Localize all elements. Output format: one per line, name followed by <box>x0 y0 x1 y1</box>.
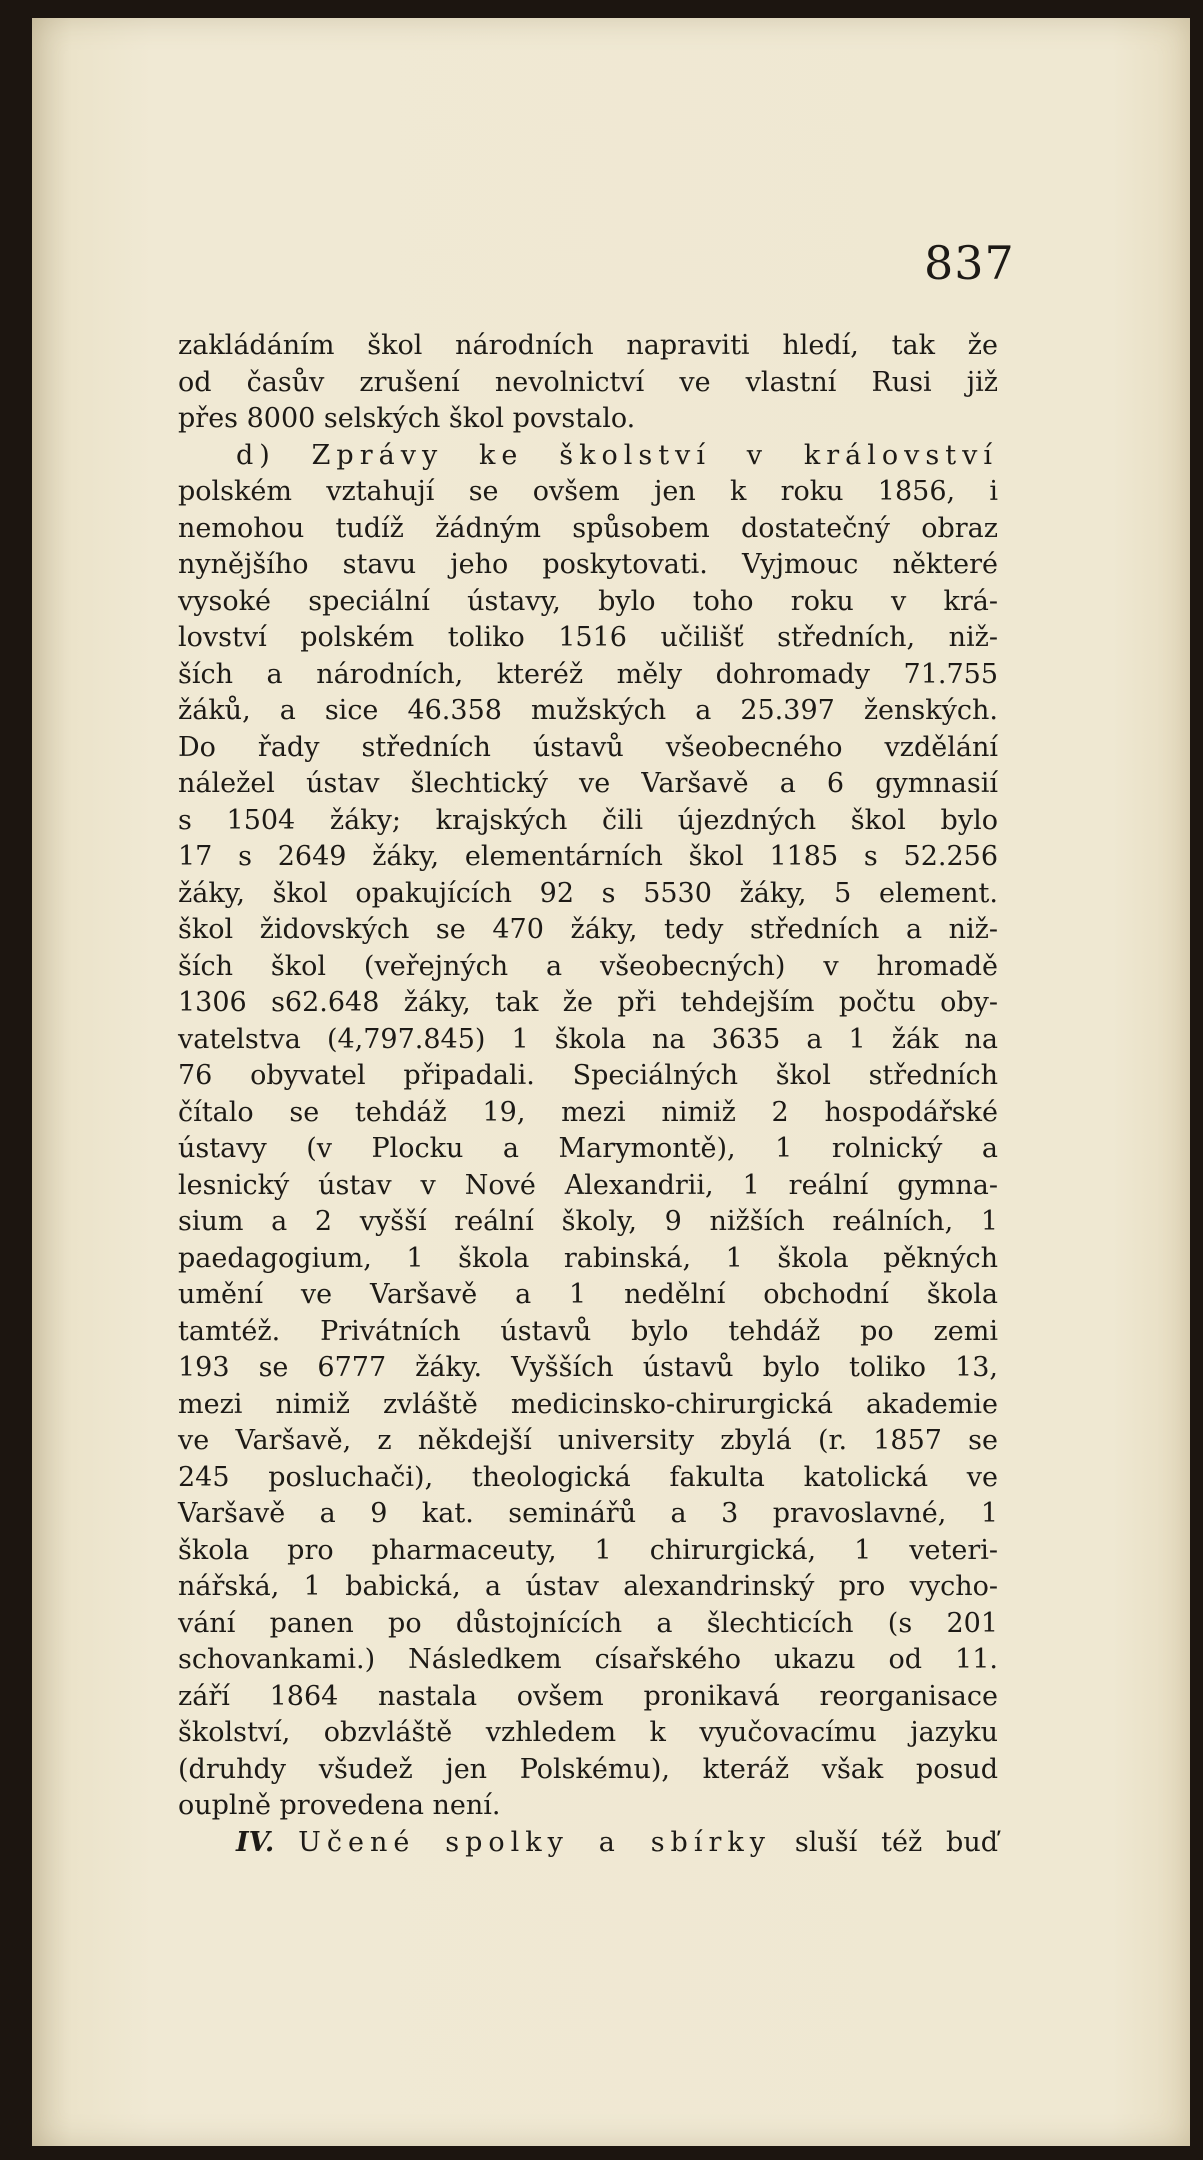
text-line: d) Zprávy ke školství v království <box>236 439 998 471</box>
text-line: lesnický ústav v Nové Alexandrii, 1 reální gymna- <box>178 1169 998 1201</box>
text-line: škola pro pharmaceuty, 1 chirurgická, 1 veteri- <box>178 1534 998 1566</box>
text-line: přes 8000 selských škol povstalo. <box>178 403 636 434</box>
section-heading-line <box>178 1825 998 1862</box>
text-line: zakládáním škol národních napraviti hledí, tak že <box>178 330 998 361</box>
text-line: školství, obzvláště vzhledem k vyučovacímu jazyku <box>178 1717 998 1748</box>
text-line: vatelstva (4,797.845) 1 škola na 3635 a 1 žák na <box>178 1023 998 1055</box>
text-line: od časův zrušení nevolnictví ve vlastní Rusi již <box>178 366 998 398</box>
text-line: Do řady středních ústavů všeobecného vzdělání <box>178 731 998 763</box>
body-text <box>178 328 998 1861</box>
text-line: ouplně provedena není. <box>178 1790 501 1821</box>
text-line: ších a národních, kteréž měly dohromady 71.755 <box>178 658 998 690</box>
text-line: (druhdy všudež jen Polskému), kteráž však posud <box>178 1753 998 1785</box>
section-title: Učené spolky a sbírky <box>298 1826 771 1858</box>
text-line: lovství polském toliko 1516 učilišť středních, niž- <box>178 622 998 653</box>
text-line: tamtéž. Privátních ústavů bylo tehdáž po zemi <box>178 1315 998 1347</box>
text-line: čítalo se tehdáž 19, mezi nimiž 2 hospodářské <box>178 1096 998 1128</box>
text-line: žáky, škol opakujících 92 s 5530 žáky, 5 element. <box>178 877 998 909</box>
text-line: vysoké speciální ústavy, bylo toho roku v krá- <box>178 585 998 617</box>
text-line: 76 obyvatel připadali. Speciálných škol středních <box>178 1060 998 1091</box>
text-line: mezi nimiž zvláště medicinsko-chirurgická akademie <box>178 1388 998 1420</box>
text-line: ve Varšavě, z někdejší university zbylá (r. 1857 se <box>178 1425 998 1456</box>
text-line: schovankami.) Následkem císařského ukazu od 11. <box>178 1644 998 1675</box>
text-line: 17 s 2649 žáky, elementárních škol 1185 s 52.256 <box>178 841 998 872</box>
page-number: 837 <box>924 236 1015 290</box>
text-line: ústavy (v Plocku a Marymontě), 1 rolnický a <box>178 1133 998 1164</box>
text-line: sium a 2 vyšší reální školy, 9 nižších reálních, 1 <box>178 1206 998 1237</box>
book-page <box>32 18 1190 2146</box>
text-line: 245 posluchači), theologická fakulta katolická ve <box>178 1461 998 1493</box>
section-marker: IV. <box>236 1826 275 1858</box>
text-line: náležel ústav šlechtický ve Varšavě a 6 gymnasií <box>178 768 998 799</box>
text-line: škol židovských se 470 žáky, tedy středních a niž- <box>178 914 998 945</box>
text-line: s 1504 žáky; krajských čili újezdných škol bylo <box>178 804 998 836</box>
text-line: Varšavě a 9 kat. seminářů a 3 pravoslavné, 1 <box>178 1498 998 1529</box>
text-line: nynějšího stavu jeho poskytovati. Vyjmouc některé <box>178 549 998 580</box>
text-line: vání panen po důstojnících a šlechticích (s 201 <box>178 1607 998 1639</box>
text-line: září 1864 nastala ovšem pronikavá reorganisace <box>178 1680 998 1712</box>
text-line: umění ve Varšavě a 1 nedělní obchodní škola <box>178 1279 998 1310</box>
text-line: polském vztahují se ovšem jen k roku 1856, i <box>178 476 998 507</box>
section-continuation: sluší též buď <box>794 1826 998 1858</box>
text-line: ších škol (veřejných a všeobecných) v hromadě <box>178 950 998 982</box>
text-line: nářská, 1 babická, a ústav alexandrinský pro vycho- <box>178 1571 998 1602</box>
text-line: 193 se 6777 žáky. Vyšších ústavů bylo toliko 13, <box>178 1352 998 1383</box>
text-line: nemohou tudíž žádným spůsobem dostatečný obraz <box>178 512 998 544</box>
text-line: paedagogium, 1 škola rabinská, 1 škola pěkných <box>178 1242 998 1274</box>
text-line: 1306 s62.648 žáky, tak že při tehdejším počtu oby- <box>178 987 998 1018</box>
text-line: žáků, a sice 46.358 mužských a 25.397 ženských. <box>178 695 998 726</box>
